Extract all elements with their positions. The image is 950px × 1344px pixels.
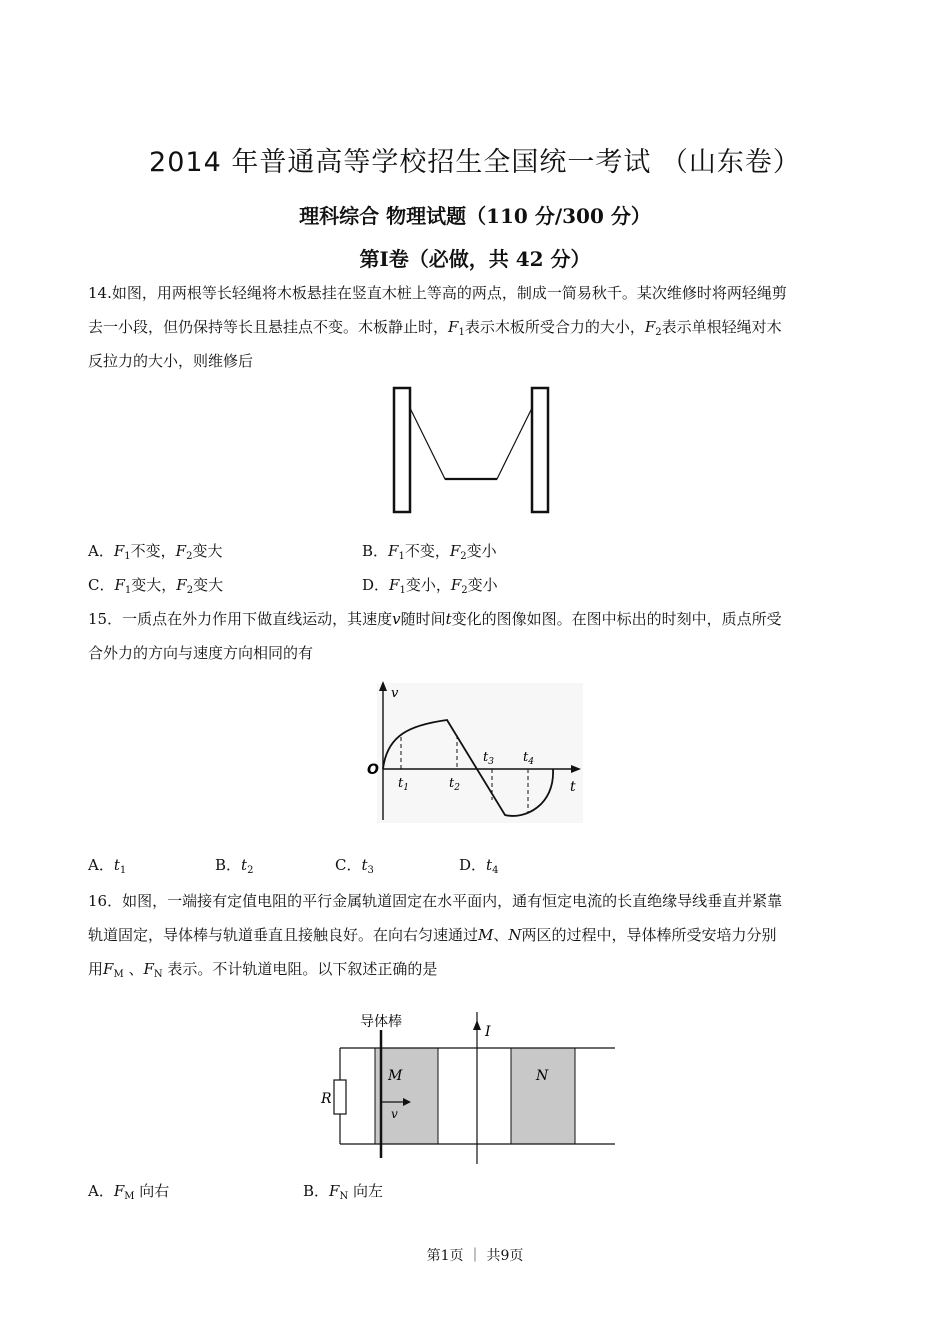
axis-v-label: v (391, 686, 399, 701)
region-m-label: M (388, 1068, 403, 1084)
q16-option-a[interactable]: A．$F_M$ 向右 (88, 1182, 170, 1202)
swing-diagram (385, 380, 555, 520)
q14-option-d[interactable]: D．$F_1$变小，$F_2$变小 (362, 576, 498, 596)
question-15-text: 15．一质点在外力作用下做直线运动，其速度v随时间t变化的图像如图。在图中标出的时刻中，质点所受 合外力的方向与速度方向相同的有 (88, 610, 782, 662)
region-n-label: N (536, 1068, 549, 1084)
t2-label: $t_2$ (449, 776, 460, 793)
origin-label: O (367, 762, 379, 778)
axis-t-label: t (570, 779, 576, 795)
rod-label: 导体棒 (360, 1014, 402, 1030)
q16-option-b[interactable]: B．$F_N$ 向左 (303, 1182, 383, 1202)
q15-option-d[interactable]: D．$t_4$ (459, 856, 499, 876)
section-heading: 第I卷（必做，共 42 分） (359, 247, 591, 271)
q15-option-a[interactable]: A．$t_1$ (88, 856, 127, 876)
q14-option-c[interactable]: C．$F_1$变大，$F_2$变大 (88, 576, 224, 596)
t3-label: $t_3$ (483, 750, 494, 767)
t1-label: $t_1$ (398, 776, 409, 793)
q15-option-c[interactable]: C．$t_3$ (335, 856, 374, 876)
rail-diagram (315, 1008, 625, 1168)
velocity-label: v (391, 1107, 398, 1121)
q14-option-b[interactable]: B．$F_1$不变，$F_2$变小 (362, 542, 497, 562)
question-14-text: 14.如图，用两根等长轻绳将木板悬挂在竖直木桩上等高的两点，制成一简易秋千。某次维修时将两轻绳剪 去一小段，但仍保持等长且悬挂点不变。木板静止时，$F_1$表示木板所受合力的大小，$F_2$表示单根轻绳对木 反拉力的大小，则维修后 (88, 284, 787, 370)
q14-option-a[interactable]: A．$F_1$不变，$F_2$变大 (88, 542, 223, 562)
velocity-time-graph (365, 675, 585, 825)
t4-label: $t_4$ (523, 750, 534, 767)
q15-option-b[interactable]: B．$t_2$ (215, 856, 254, 876)
current-label: I (485, 1024, 491, 1040)
page-footer: 第1页 ｜ 共9页 (426, 1248, 524, 1264)
resistor-label: R (321, 1091, 332, 1107)
exam-subtitle: 理科综合 物理试题（110 分/300 分） (299, 204, 651, 228)
question-16-text: 16．如图，一端接有定值电阻的平行金属轨道固定在水平面内，通有恒定电流的长直绝缘导线垂直并紧靠 轨道固定，导体棒与轨道垂直且接触良好。在向右匀速通过M、N两区的过程中，导体棒所受安培力分别 用$F_M$ 、$F_N$ 表示。不计轨道电阻。以下叙述正确的是 (88, 892, 783, 980)
exam-title: 2014 年普通高等学校招生全国统一考试 （山东卷） (149, 147, 801, 178)
